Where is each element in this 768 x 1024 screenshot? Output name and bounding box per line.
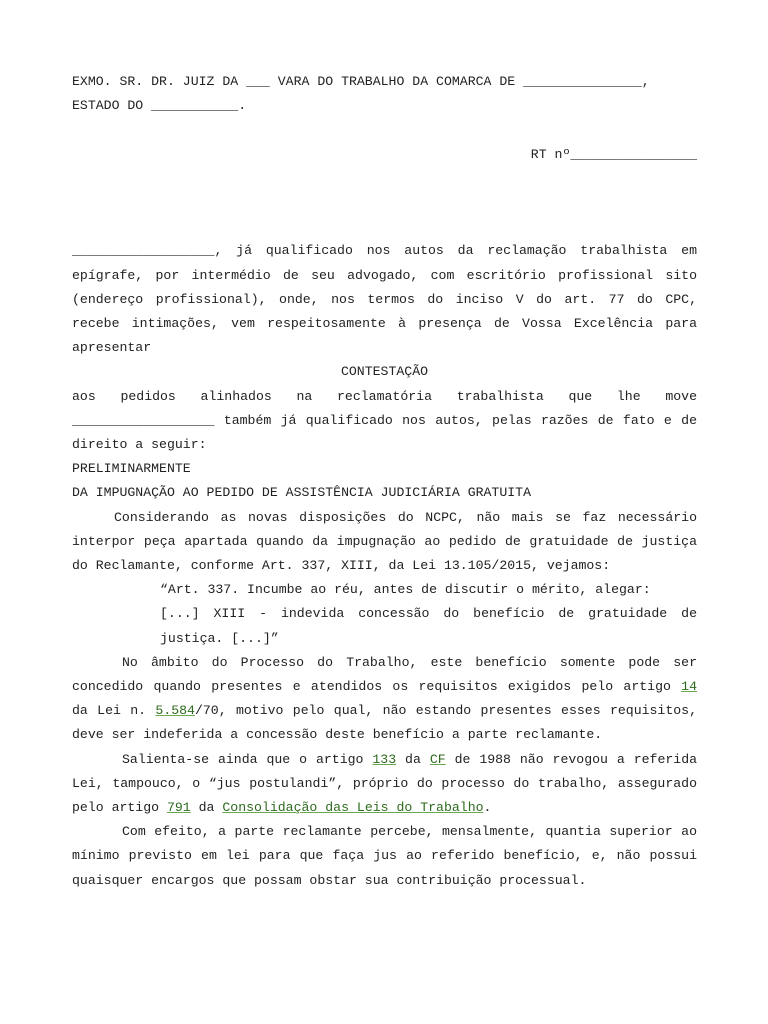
link-artigo-133[interactable]: 133 [372, 751, 397, 767]
contestacao-title: CONTESTAÇÃO [340, 364, 429, 380]
text-run: . [483, 800, 492, 816]
text-run: No âmbito do Processo do Trabalho, este benefício somente pode ser concedido quando presentes e atendidos os requisitos exigidos pelo artigo [72, 654, 697, 695]
link-lei-5584[interactable]: 5.584 [155, 703, 195, 719]
legal-quote [72, 578, 697, 651]
text-run: Salienta-se ainda que o artigo [122, 751, 373, 767]
paragraph-com-efeito: Com efeito, a parte reclamante percebe, mensalmente, quantia superior ao mínimo previsto em lei para que faça jus ao referido benefício, e, não possui quaisquer encargos que possam obstar sua contribuição processual. [72, 824, 697, 888]
quote-line-2: [...] XIII - indevida concessão do benefício de gratuidade de justiça. [...]” [160, 606, 697, 646]
spacer [72, 215, 697, 239]
document-page [72, 70, 697, 893]
quote-line-1: “Art. 337. Incumbe ao réu, antes de discutir o mérito, alegar: [160, 582, 651, 598]
paragraph-ncpc: Considerando as novas disposições do NCPC, não mais se faz necessário interpor peça apartada quando da impugnação ao pedido de gratuidade de justiça do Reclamante, conforme Art. 337, XIII, da Lei 13.105/2015, vejamos: [72, 509, 697, 573]
text-run: da Lei n. [72, 703, 156, 719]
text-run: /70, motivo pelo qual, não estando presentes esses requisitos, deve ser indeferida a concessão deste benefício a parte reclamante. [72, 703, 698, 743]
spacer [72, 167, 697, 191]
link-clt[interactable]: Consolidação das Leis do Trabalho [222, 800, 484, 816]
pedidos-paragraph: aos pedidos alinhados na reclamatória trabalhista que lhe move __________________ também já qualificado nos autos, pelas razões de fato e de direito a seguir: [72, 388, 697, 452]
link-artigo-14[interactable]: 14 [681, 679, 697, 695]
paragraph-processo-trabalho [72, 651, 697, 748]
spacer [72, 118, 697, 142]
addressee-line-2: ESTADO DO ___________. [72, 98, 247, 114]
addressee-line-1: EXMO. SR. DR. JUIZ DA ___ VARA DO TRABALHO DA COMARCA DE _______________, [72, 74, 650, 89]
link-artigo-791[interactable]: 791 [166, 800, 191, 816]
text-run: de 1988 não revogou a referida Lei, tampouco, o “jus postulandi”, próprio do processo do trabalho, assegurado pelo artigo [72, 751, 698, 816]
intro-paragraph: __________________, já qualificado nos autos da reclamação trabalhista em epígrafe, por intermédio de seu advogado, com escritório profissional sito (endereço profissional), onde, nos termos do inciso V do art. 77 do CPC, recebe intimações, vem respeitosamente à presença de Vossa Excelência para apresentar [72, 243, 697, 356]
text-run: da [190, 800, 223, 816]
case-number: RT nº________________ [530, 146, 697, 162]
section-impugnacao: DA IMPUGNAÇÃO AO PEDIDO DE ASSISTÊNCIA JUDICIÁRIA GRATUITA [72, 485, 531, 501]
link-cf[interactable]: CF [429, 751, 446, 767]
text-run: da [396, 751, 430, 767]
section-preliminarmente: PRELIMINARMENTE [72, 461, 191, 477]
spacer [72, 191, 697, 215]
paragraph-salienta [72, 748, 697, 821]
